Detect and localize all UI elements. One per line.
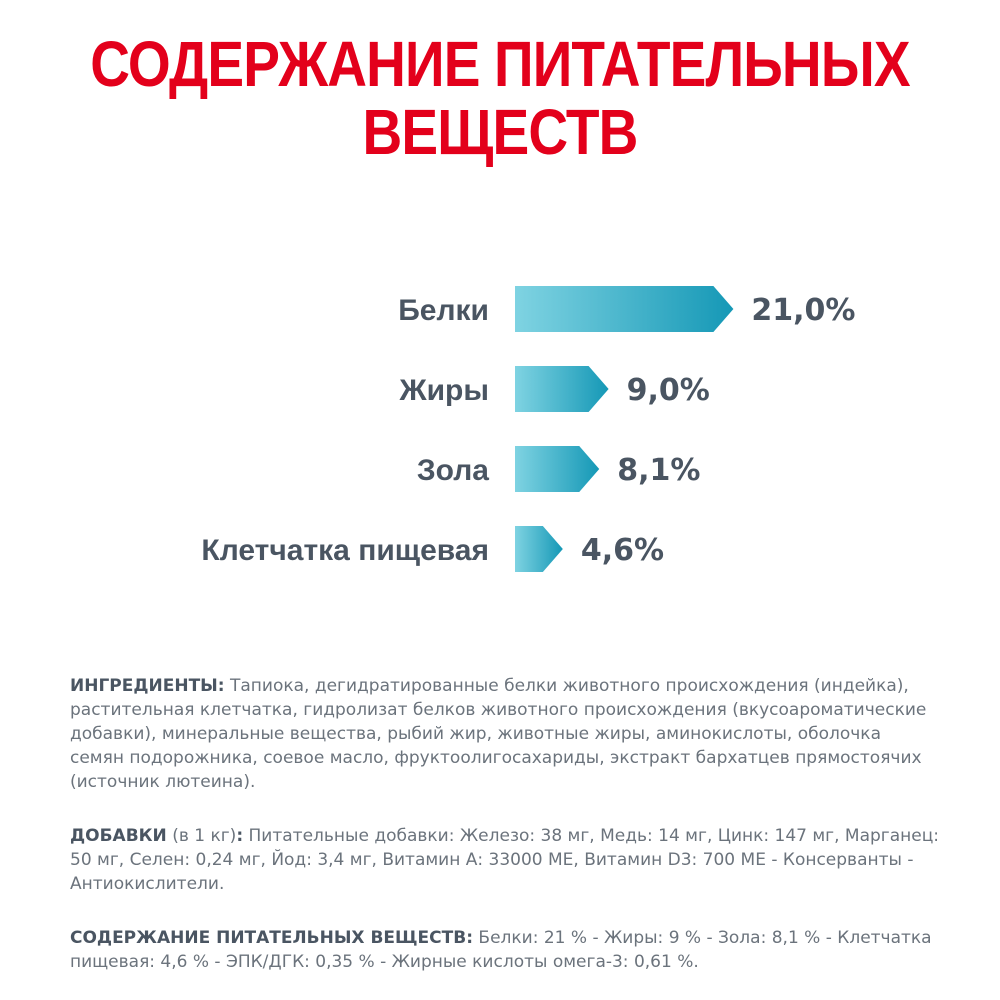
nutrients-text: Белки: 21 % - Жиры: 9 % - Зола: 8,1 % - Клетчатка пищевая: 4,6 % - ЭПК/ДГК: 0,35 % - Жирные кислоты омега-3: 0,61 %. [70, 928, 932, 972]
ingredients-paragraph [70, 674, 940, 794]
value-label-3: 4,6% [580, 533, 665, 568]
value-label-0: 21,0% [751, 293, 856, 328]
nutrients-paragraph [70, 926, 940, 974]
ingredients-text: Тапиока, дегидратированные белки животного происхождения (индейка), растительная клетчатка, гидролизат белков животного происхождения (вкусоароматические добавки), минеральные вещества, рыбий жир, животные жиры, аминокислоты, оболочка семян подорожника, соевое масло, фруктоолигосахариды, экстракт бархатцев прямостоячих (источник лютеина). [70, 676, 927, 792]
additives-colon: : [236, 826, 244, 846]
value-label-2: 8,1% [617, 453, 701, 488]
bar-0 [515, 286, 733, 332]
nutrient-bar-chart [0, 270, 1000, 600]
value-label-1: 9,0% [626, 373, 710, 408]
ingredients-heading: ИНГРЕДИЕНТЫ: [70, 676, 225, 696]
additives-per-kg: (в 1 кг) [166, 826, 237, 846]
category-label-2: Зола [416, 454, 489, 487]
title-line-2: ВЕЩЕСТВ [362, 96, 638, 168]
additives-text: Питательные добавки: Железо: 38 мг, Медь: 14 мг, Цинк: 147 мг, Марганец: 50 мг, Селен: 0,24 мг, Йод: 3,4 мг, Витамин А: 33000 МЕ, Витамин D3: 700 МЕ - Консерванты - Антиокислители. [70, 826, 940, 894]
bar-1 [515, 366, 609, 412]
category-label-3: Клетчатка пищевая [201, 534, 489, 567]
page-title [70, 30, 930, 166]
title-line-1: СОДЕРЖАНИЕ ПИТАТЕЛЬНЫХ [90, 28, 910, 100]
additives-paragraph [70, 824, 940, 896]
additives-heading: ДОБАВКИ [70, 826, 167, 846]
category-label-1: Жиры [399, 374, 489, 407]
nutrients-heading: СОДЕРЖАНИЕ ПИТАТЕЛЬНЫХ ВЕЩЕСТВ: [70, 928, 474, 948]
category-label-0: Белки [398, 294, 489, 327]
bar-3 [515, 526, 563, 572]
bar-2 [515, 446, 599, 492]
